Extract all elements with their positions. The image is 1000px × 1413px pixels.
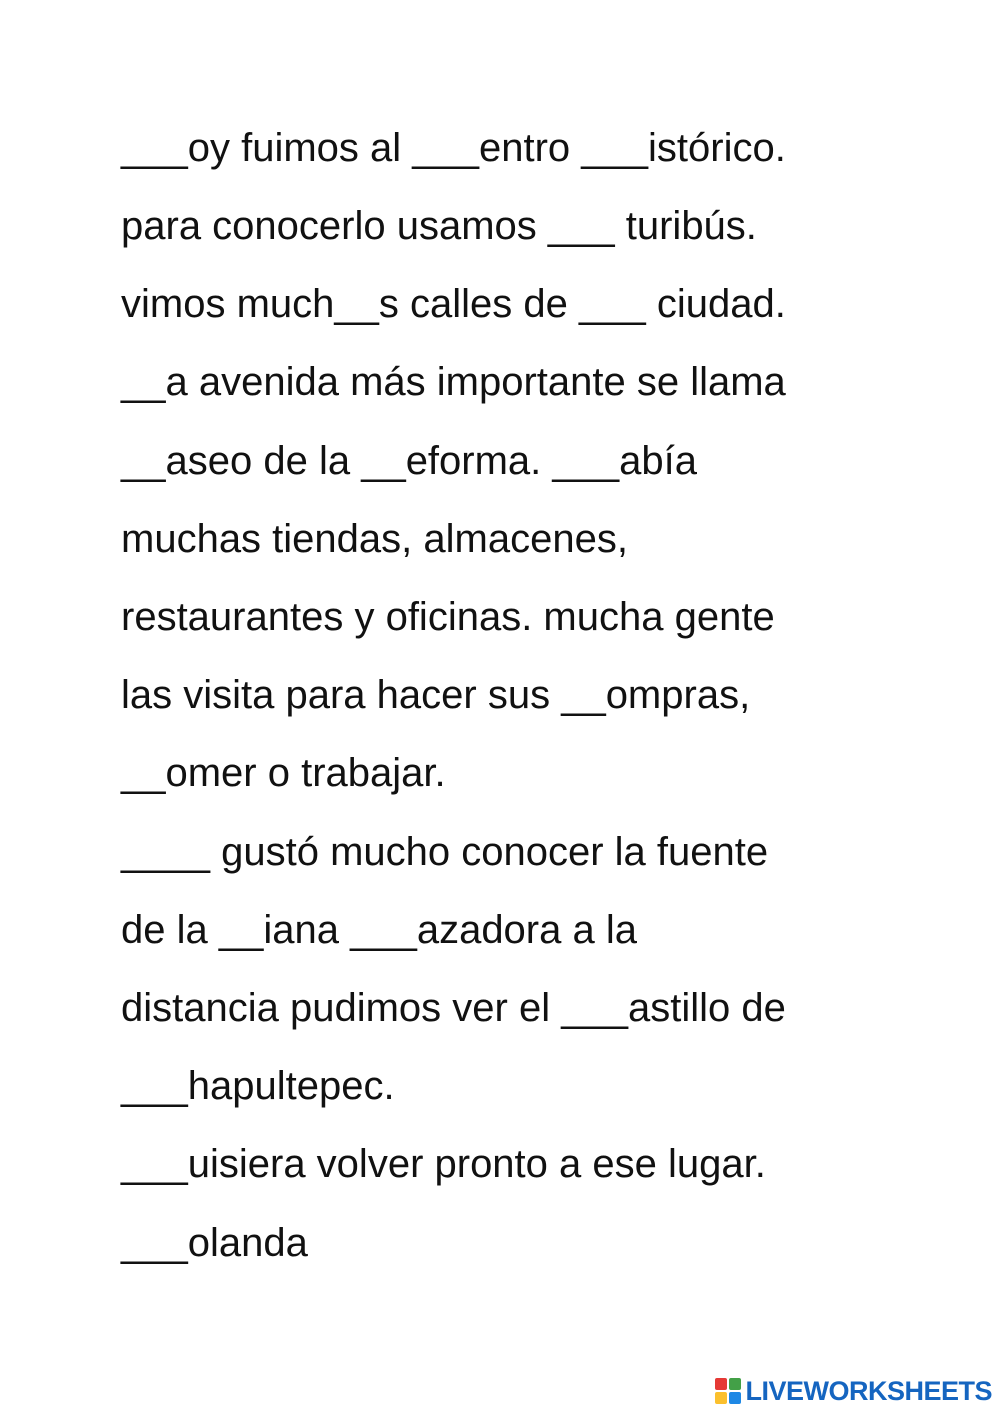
worksheet-line-5: __aseo de la __eforma. ___abía [121,439,697,483]
liveworksheets-logo-text: LIVEWORKSHEETS [745,1376,992,1406]
worksheet-line-9: __omer o trabajar. [121,751,446,795]
logo-square-yellow [715,1392,727,1404]
worksheet-line-12: distancia pudimos ver el ___astillo de [121,986,786,1030]
logo-square-green [729,1378,741,1390]
worksheet-line-10: ____ gustó mucho conocer la fuente [121,830,769,874]
worksheet-line-1: ___oy fuimos al ___entro ___istórico. [121,126,786,170]
worksheet-line-13: ___hapultepec. [121,1064,395,1108]
worksheet-line-7: restaurantes y oficinas. mucha gente [121,595,775,639]
liveworksheets-logo-icon [715,1378,741,1404]
worksheet-line-14: ___uisiera volver pronto a ese lugar. [121,1142,766,1186]
worksheet-line-2: para conocerlo usamos ___ turibús. [121,204,757,248]
liveworksheets-brand [715,1375,992,1407]
worksheet-line-6: muchas tiendas, almacenes, [121,517,628,561]
worksheet-line-4: __a avenida más importante se llama [121,360,786,404]
worksheet-line-15: ___olanda [121,1221,308,1265]
worksheet-line-11: de la __iana ___azadora a la [121,908,637,952]
worksheet-line-8: las visita para hacer sus __ompras, [121,673,751,717]
logo-square-blue [729,1392,741,1404]
logo-square-red [715,1378,727,1390]
worksheet-line-3: vimos much__s calles de ___ ciudad. [121,282,786,326]
